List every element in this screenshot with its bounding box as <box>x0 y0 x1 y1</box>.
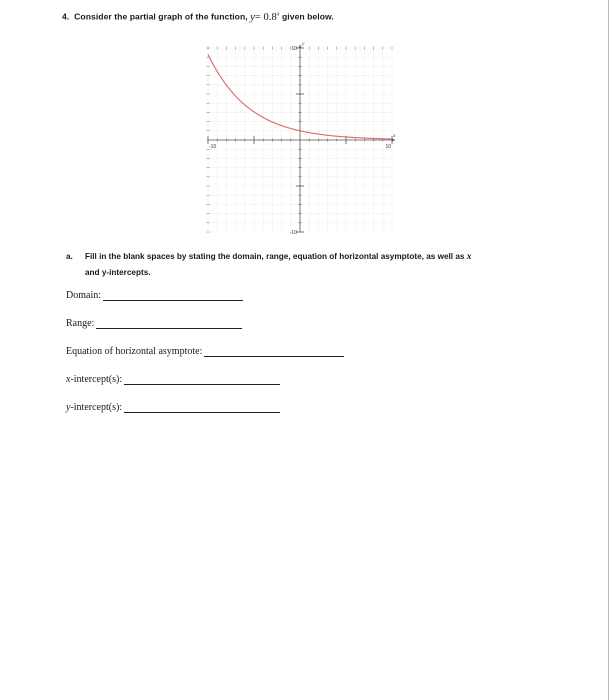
axis-label-x: x <box>393 133 396 139</box>
domain-label: Domain: <box>66 290 101 301</box>
asymptote-answer-blank[interactable] <box>204 347 344 357</box>
y-intercept-row <box>66 402 280 413</box>
y-intercept-answer-blank[interactable] <box>124 403 280 413</box>
range-answer-blank[interactable] <box>96 319 242 329</box>
range-label: Range: <box>66 318 95 329</box>
x-intercept-label: x-intercept(s): <box>66 374 123 385</box>
x-intercept-answer-blank[interactable] <box>124 375 280 385</box>
x-intercept-row <box>66 374 280 385</box>
tick-label-pos-x: 10 <box>385 144 391 150</box>
question-title <box>62 11 334 23</box>
domain-answer-blank[interactable] <box>103 291 243 301</box>
axis-label-y: y <box>302 41 305 47</box>
part-a-letter: a. <box>66 252 73 261</box>
question-prompt-start: Consider the partial graph of the function, <box>74 11 248 22</box>
asymptote-row <box>66 346 344 357</box>
asymptote-label: Equation of horizontal asymptote: <box>66 346 203 357</box>
y-intercept-label: y-intercept(s): <box>66 402 123 413</box>
tick-label-neg-x: -10 <box>209 144 217 150</box>
part-a-instructions <box>66 249 536 280</box>
part-a-text: Fill in the blank spaces by stating the domain, range, equation of horizontal asymptote, as well as x and y-intercepts. <box>85 252 472 277</box>
question-prompt-end: given below. <box>282 11 334 22</box>
page-edge <box>608 0 609 700</box>
function-expression: $y= 0.8^x$ <box>250 11 280 23</box>
question-number: 4. <box>62 11 70 22</box>
tick-label-neg-y: -10 <box>289 230 297 236</box>
function-graph <box>195 38 405 243</box>
tick-label-pos-y: 10 <box>291 46 297 52</box>
domain-row <box>66 290 243 301</box>
range-row <box>66 318 242 329</box>
